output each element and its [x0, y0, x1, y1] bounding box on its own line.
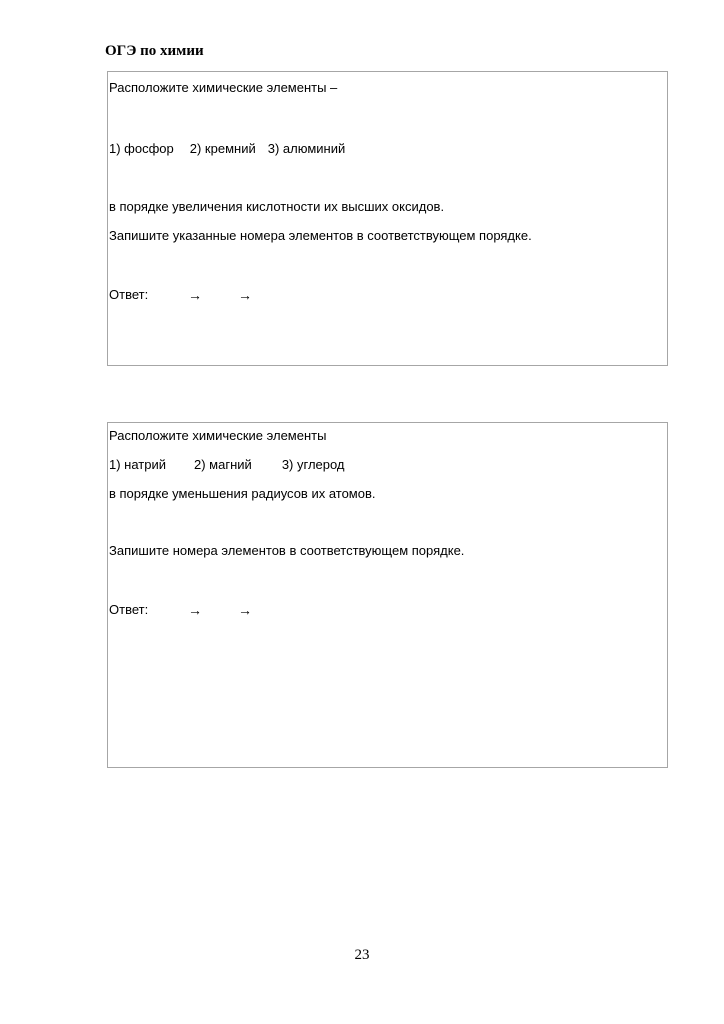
task-2-element-1: 1) натрий	[109, 457, 167, 472]
task-2-arrow-1: →	[188, 602, 202, 618]
task-1-elements	[109, 141, 345, 157]
task-2-condition: в порядке уменьшения радиусов их атомов.	[109, 486, 376, 501]
task-2-element-2: 2) магний	[194, 457, 252, 472]
task-1-arrow-2: →	[238, 287, 252, 303]
task-1-instruction: Запишите указанные номера элементов в соответствующем порядке.	[109, 228, 532, 243]
task-1-element-2: 2) кремний	[189, 141, 256, 156]
task-2-elements	[109, 457, 345, 473]
task-2-instruction: Запишите номера элементов в соответствующем порядке.	[109, 543, 465, 558]
task-2-element-3: 3) углерод	[281, 457, 345, 472]
task-1-intro: Расположите химические элементы –	[109, 80, 338, 95]
task-box-2	[107, 422, 668, 768]
task-box-1	[107, 71, 668, 366]
task-2-arrow-2: →	[238, 602, 252, 618]
task-2-intro: Расположите химические элементы	[109, 428, 327, 443]
task-1-arrow-1: →	[188, 287, 202, 303]
task-1-answer-label: Ответ:	[109, 287, 149, 302]
task-2-answer-label: Ответ:	[109, 602, 149, 617]
page-title: ОГЭ по химии	[105, 43, 204, 59]
task-1-element-1: 1) фосфор	[109, 141, 174, 156]
task-1-condition: в порядке увеличения кислотности их высших оксидов.	[109, 199, 445, 214]
task-1-element-3: 3) алюминий	[267, 141, 346, 156]
page-number: 23	[354, 947, 370, 963]
